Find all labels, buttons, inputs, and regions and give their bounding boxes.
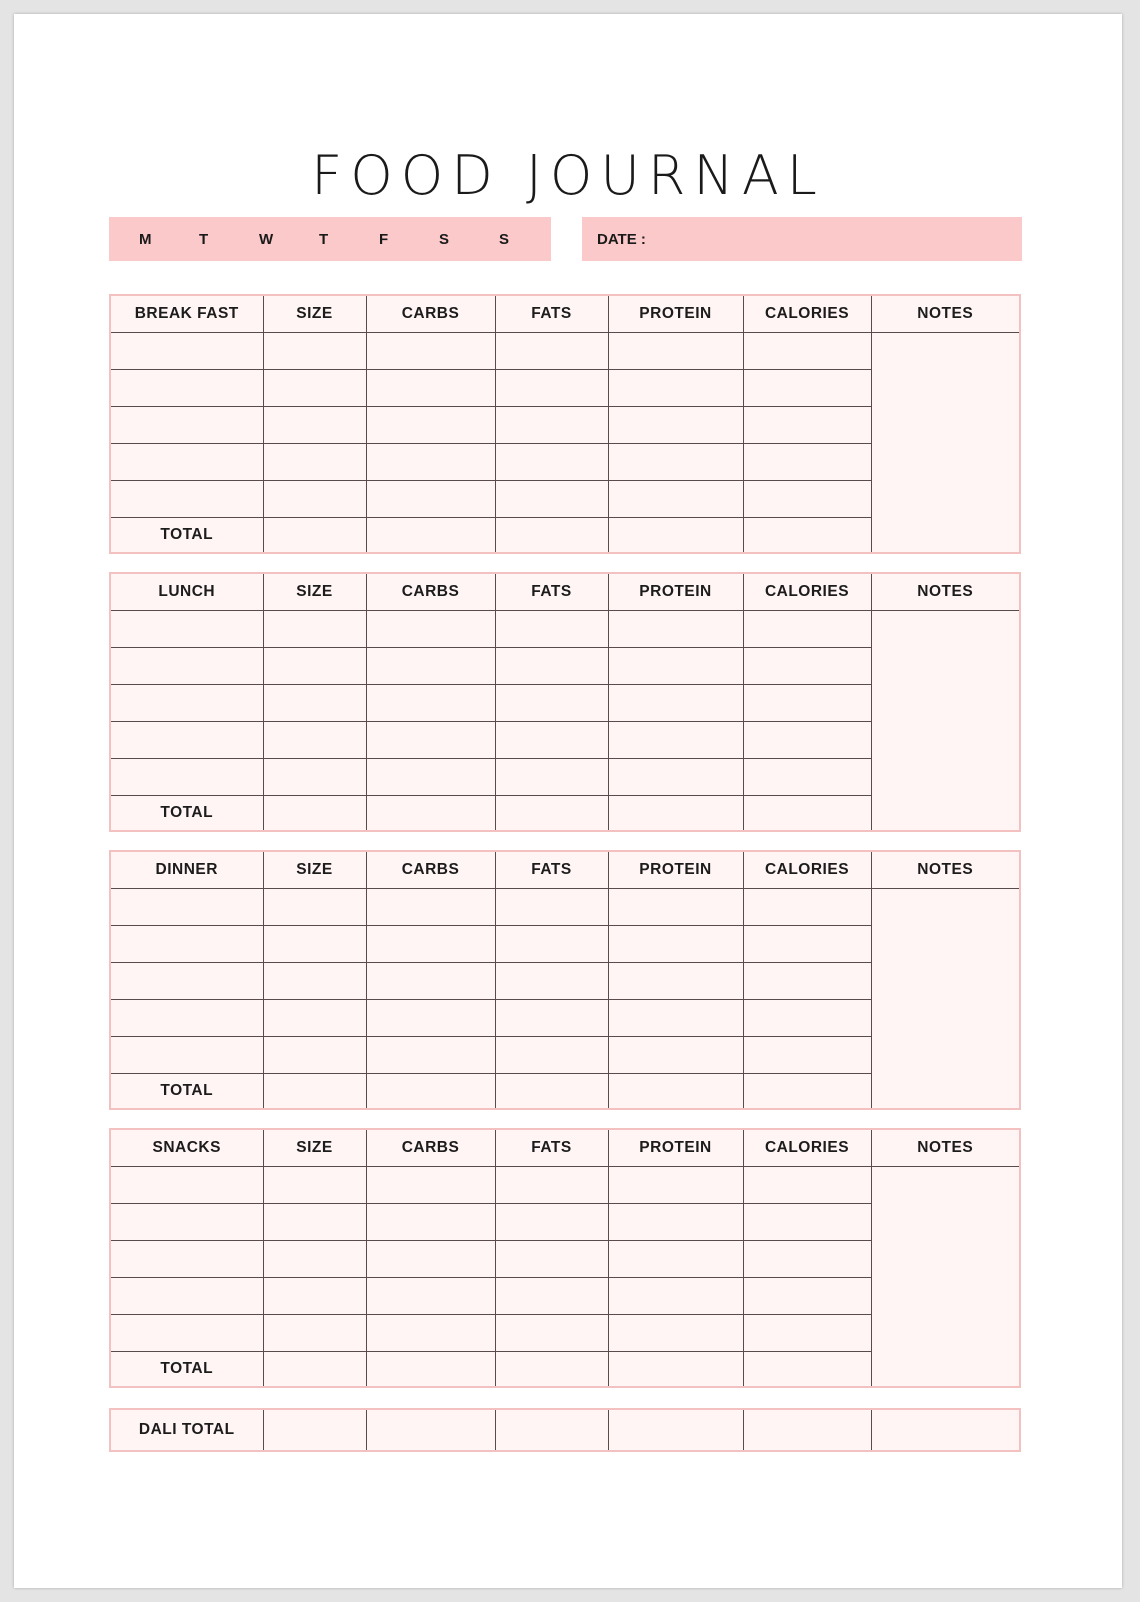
size-cell[interactable] [263, 1037, 366, 1074]
size-cell[interactable] [263, 685, 366, 722]
size-cell[interactable] [263, 481, 366, 518]
journal-page [14, 14, 1122, 1588]
protein-cell[interactable] [608, 1167, 743, 1204]
daily-total-size-cell[interactable] [263, 1409, 366, 1451]
daily-total-calories-cell[interactable] [743, 1409, 871, 1451]
carbs-cell[interactable] [366, 1037, 495, 1074]
protein-cell[interactable] [608, 1352, 743, 1388]
food-item-cell[interactable] [110, 407, 263, 444]
carbs-cell[interactable] [366, 1352, 495, 1388]
column-header-calories: CALORIES [743, 295, 871, 333]
calories-cell[interactable] [743, 370, 871, 407]
calories-cell[interactable] [743, 963, 871, 1000]
meal-header-row [110, 573, 1020, 611]
column-header-fats: FATS [495, 295, 608, 333]
food-item-cell[interactable] [110, 444, 263, 481]
food-item-cell[interactable] [110, 963, 263, 1000]
fats-cell[interactable] [495, 1037, 608, 1074]
carbs-cell[interactable] [366, 926, 495, 963]
food-item-cell[interactable] [110, 481, 263, 518]
protein-cell[interactable] [608, 685, 743, 722]
fats-cell[interactable] [495, 1352, 608, 1388]
food-item-cell[interactable] [110, 759, 263, 796]
meal-table [109, 850, 1021, 1110]
calories-cell[interactable] [743, 889, 871, 926]
size-cell[interactable] [263, 1352, 366, 1388]
food-item-cell[interactable] [110, 1315, 263, 1352]
column-header-carbs: CARBS [366, 1129, 495, 1167]
daily-total-fats-cell[interactable] [495, 1409, 608, 1451]
column-header-calories: CALORIES [743, 1129, 871, 1167]
carbs-cell[interactable] [366, 611, 495, 648]
size-cell[interactable] [263, 370, 366, 407]
fats-cell[interactable] [495, 926, 608, 963]
calories-cell[interactable] [743, 1000, 871, 1037]
carbs-cell[interactable] [366, 963, 495, 1000]
column-header-fats: FATS [495, 573, 608, 611]
calories-cell[interactable] [743, 481, 871, 518]
calories-cell[interactable] [743, 685, 871, 722]
size-cell[interactable] [263, 611, 366, 648]
protein-cell[interactable] [608, 796, 743, 832]
fats-cell[interactable] [495, 518, 608, 554]
fats-cell[interactable] [495, 722, 608, 759]
protein-cell[interactable] [608, 407, 743, 444]
entry-row [110, 1167, 1020, 1204]
food-item-cell[interactable] [110, 333, 263, 370]
column-header-fats: FATS [495, 1129, 608, 1167]
column-header-protein: PROTEIN [608, 295, 743, 333]
total-label: TOTAL [110, 518, 263, 554]
meal-title: BREAK FAST [110, 295, 263, 333]
meal-table [109, 572, 1021, 832]
notes-area[interactable] [871, 1167, 1020, 1388]
carbs-cell[interactable] [366, 889, 495, 926]
page-title: FOOD JOURNAL [311, 144, 825, 207]
fats-cell[interactable] [495, 1000, 608, 1037]
food-item-cell[interactable] [110, 926, 263, 963]
column-header-notes: NOTES [871, 295, 1020, 333]
fats-cell[interactable] [495, 889, 608, 926]
calories-cell[interactable] [743, 1241, 871, 1278]
calories-cell[interactable] [743, 1167, 871, 1204]
date-field[interactable] [582, 217, 1022, 261]
carbs-cell[interactable] [366, 759, 495, 796]
carbs-cell[interactable] [366, 1315, 495, 1352]
carbs-cell[interactable] [366, 444, 495, 481]
size-cell[interactable] [263, 444, 366, 481]
fats-cell[interactable] [495, 370, 608, 407]
food-item-cell[interactable] [110, 889, 263, 926]
carbs-cell[interactable] [366, 370, 495, 407]
daily-total-carbs-cell[interactable] [366, 1409, 495, 1451]
fats-cell[interactable] [495, 333, 608, 370]
fats-cell[interactable] [495, 759, 608, 796]
carbs-cell[interactable] [366, 1167, 495, 1204]
total-label: TOTAL [110, 1352, 263, 1388]
calories-cell[interactable] [743, 759, 871, 796]
fats-cell[interactable] [495, 1241, 608, 1278]
total-label: TOTAL [110, 1074, 263, 1110]
fats-cell[interactable] [495, 444, 608, 481]
column-header-carbs: CARBS [366, 573, 495, 611]
carbs-cell[interactable] [366, 796, 495, 832]
daily-total-table [109, 1408, 1021, 1452]
column-header-carbs: CARBS [366, 851, 495, 889]
calories-cell[interactable] [743, 1278, 871, 1315]
protein-cell[interactable] [608, 611, 743, 648]
food-item-cell[interactable] [110, 370, 263, 407]
entry-row [110, 611, 1020, 648]
fats-cell[interactable] [495, 1315, 608, 1352]
fats-cell[interactable] [495, 481, 608, 518]
size-cell[interactable] [263, 1278, 366, 1315]
meal-table [109, 1128, 1021, 1388]
protein-cell[interactable] [608, 648, 743, 685]
meal-header-row [110, 295, 1020, 333]
column-header-protein: PROTEIN [608, 851, 743, 889]
size-cell[interactable] [263, 963, 366, 1000]
column-header-notes: NOTES [871, 573, 1020, 611]
calories-cell[interactable] [743, 926, 871, 963]
day-friday[interactable]: F [379, 230, 389, 248]
protein-cell[interactable] [608, 370, 743, 407]
food-item-cell[interactable] [110, 1241, 263, 1278]
calories-cell[interactable] [743, 796, 871, 832]
protein-cell[interactable] [608, 963, 743, 1000]
calories-cell[interactable] [743, 407, 871, 444]
size-cell[interactable] [263, 648, 366, 685]
daily-total-label: DALI TOTAL [138, 1421, 235, 1438]
day-wednesday[interactable]: W [259, 230, 274, 248]
column-header-notes: NOTES [871, 851, 1020, 889]
column-header-notes: NOTES [871, 1129, 1020, 1167]
daily-total-row [110, 1409, 1020, 1451]
column-header-size: SIZE [263, 851, 366, 889]
protein-cell[interactable] [608, 889, 743, 926]
day-saturday[interactable]: S [439, 230, 450, 248]
day-sunday[interactable]: S [499, 230, 510, 248]
carbs-cell[interactable] [366, 1074, 495, 1110]
column-header-size: SIZE [263, 295, 366, 333]
weekday-selector [109, 217, 551, 261]
entry-row [110, 889, 1020, 926]
carbs-cell[interactable] [366, 333, 495, 370]
food-item-cell[interactable] [110, 611, 263, 648]
calories-cell[interactable] [743, 518, 871, 554]
food-item-cell[interactable] [110, 648, 263, 685]
entry-row [110, 333, 1020, 370]
column-header-protein: PROTEIN [608, 1129, 743, 1167]
fats-cell[interactable] [495, 1074, 608, 1110]
calories-cell[interactable] [743, 1204, 871, 1241]
size-cell[interactable] [263, 1204, 366, 1241]
protein-cell[interactable] [608, 1000, 743, 1037]
size-cell[interactable] [263, 759, 366, 796]
column-header-carbs: CARBS [366, 295, 495, 333]
notes-area[interactable] [871, 333, 1020, 554]
fats-cell[interactable] [495, 648, 608, 685]
column-header-size: SIZE [263, 1129, 366, 1167]
protein-cell[interactable] [608, 1278, 743, 1315]
size-cell[interactable] [263, 333, 366, 370]
carbs-cell[interactable] [366, 407, 495, 444]
calories-cell[interactable] [743, 1074, 871, 1110]
meal-header-row [110, 1129, 1020, 1167]
food-item-cell[interactable] [110, 685, 263, 722]
carbs-cell[interactable] [366, 481, 495, 518]
protein-cell[interactable] [608, 444, 743, 481]
calories-cell[interactable] [743, 722, 871, 759]
daily-total-protein-cell[interactable] [608, 1409, 743, 1451]
column-header-calories: CALORIES [743, 851, 871, 889]
carbs-cell[interactable] [366, 648, 495, 685]
carbs-cell[interactable] [366, 1278, 495, 1315]
size-cell[interactable] [263, 722, 366, 759]
column-header-calories: CALORIES [743, 573, 871, 611]
size-cell[interactable] [263, 407, 366, 444]
food-item-cell[interactable] [110, 1278, 263, 1315]
meal-title: DINNER [110, 851, 263, 889]
calories-cell[interactable] [743, 611, 871, 648]
daily-total-notes-cell[interactable] [871, 1409, 1020, 1451]
calories-cell[interactable] [743, 1037, 871, 1074]
food-item-cell[interactable] [110, 1000, 263, 1037]
column-header-protein: PROTEIN [608, 573, 743, 611]
fats-cell[interactable] [495, 796, 608, 832]
size-cell[interactable] [263, 1167, 366, 1204]
notes-area[interactable] [871, 611, 1020, 832]
size-cell[interactable] [263, 889, 366, 926]
calories-cell[interactable] [743, 333, 871, 370]
food-item-cell[interactable] [110, 1037, 263, 1074]
size-cell[interactable] [263, 1241, 366, 1278]
calories-cell[interactable] [743, 648, 871, 685]
fats-cell[interactable] [495, 1204, 608, 1241]
carbs-cell[interactable] [366, 518, 495, 554]
column-header-fats: FATS [495, 851, 608, 889]
fats-cell[interactable] [495, 685, 608, 722]
fats-cell[interactable] [495, 407, 608, 444]
total-label: TOTAL [110, 796, 263, 832]
meal-table [109, 294, 1021, 554]
fats-cell[interactable] [495, 963, 608, 1000]
fats-cell[interactable] [495, 611, 608, 648]
carbs-cell[interactable] [366, 1204, 495, 1241]
food-item-cell[interactable] [110, 1167, 263, 1204]
calories-cell[interactable] [743, 444, 871, 481]
protein-cell[interactable] [608, 333, 743, 370]
protein-cell[interactable] [608, 722, 743, 759]
protein-cell[interactable] [608, 1241, 743, 1278]
day-monday[interactable]: M [139, 230, 152, 248]
protein-cell[interactable] [608, 926, 743, 963]
food-item-cell[interactable] [110, 1204, 263, 1241]
food-item-cell[interactable] [110, 722, 263, 759]
size-cell[interactable] [263, 926, 366, 963]
calories-cell[interactable] [743, 1352, 871, 1388]
size-cell[interactable] [263, 1315, 366, 1352]
size-cell[interactable] [263, 518, 366, 554]
meal-title: LUNCH [110, 573, 263, 611]
date-label: DATE : [597, 230, 646, 248]
column-header-size: SIZE [263, 573, 366, 611]
protein-cell[interactable] [608, 1315, 743, 1352]
protein-cell[interactable] [608, 481, 743, 518]
meal-title: SNACKS [110, 1129, 263, 1167]
carbs-cell[interactable] [366, 722, 495, 759]
notes-area[interactable] [871, 889, 1020, 1110]
carbs-cell[interactable] [366, 685, 495, 722]
day-tuesday[interactable]: T [199, 230, 209, 248]
carbs-cell[interactable] [366, 1241, 495, 1278]
calories-cell[interactable] [743, 1315, 871, 1352]
protein-cell[interactable] [608, 1204, 743, 1241]
fats-cell[interactable] [495, 1278, 608, 1315]
size-cell[interactable] [263, 796, 366, 832]
size-cell[interactable] [263, 1000, 366, 1037]
protein-cell[interactable] [608, 1074, 743, 1110]
carbs-cell[interactable] [366, 1000, 495, 1037]
fats-cell[interactable] [495, 1167, 608, 1204]
size-cell[interactable] [263, 1074, 366, 1110]
protein-cell[interactable] [608, 1037, 743, 1074]
day-thursday[interactable]: T [319, 230, 329, 248]
protein-cell[interactable] [608, 518, 743, 554]
meal-header-row [110, 851, 1020, 889]
protein-cell[interactable] [608, 759, 743, 796]
